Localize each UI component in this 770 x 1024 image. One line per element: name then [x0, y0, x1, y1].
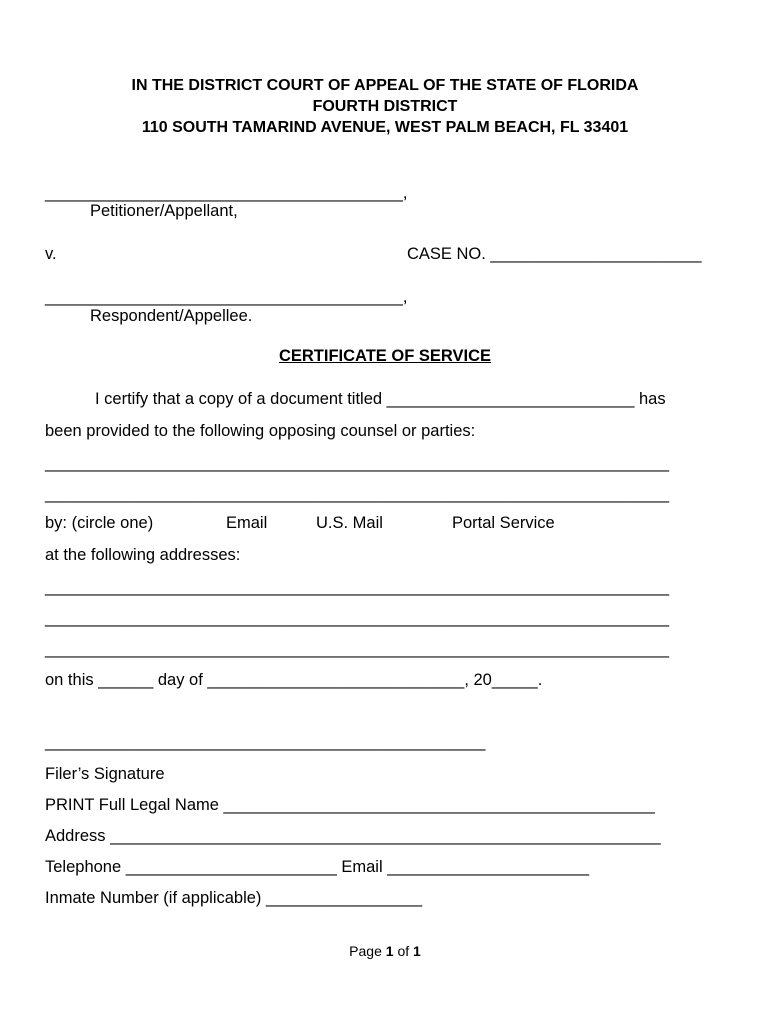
- counsel-line-2[interactable]: ____________________________________________________________________: [45, 485, 670, 503]
- service-option-portal[interactable]: Portal Service: [452, 514, 555, 532]
- filer-signature-label: Filer’s Signature: [45, 765, 165, 783]
- case-number-field[interactable]: CASE NO. _______________________: [407, 245, 702, 263]
- service-option-email[interactable]: Email: [226, 514, 268, 532]
- court-header-line-1: IN THE DISTRICT COURT OF APPEAL OF THE STATE OF FLORIDA: [131, 77, 639, 94]
- provided-statement: been provided to the following opposing counsel or parties:: [45, 422, 476, 440]
- signature-field[interactable]: ________________________________________________: [45, 733, 486, 751]
- versus-label: v.: [45, 245, 57, 263]
- respondent-label: Respondent/Appellee.: [90, 307, 253, 325]
- page-number: [0, 943, 770, 959]
- certify-statement[interactable]: I certify that a copy of a document titled ___________________________ has: [95, 390, 666, 408]
- inmate-number-field[interactable]: Inmate Number (if applicable) _________________: [45, 889, 423, 907]
- counsel-line-1[interactable]: ____________________________________________________________________: [45, 454, 670, 472]
- service-date-line[interactable]: on this ______ day of ____________________________, 20_____.: [45, 671, 543, 689]
- address-line-3[interactable]: ____________________________________________________________________: [45, 640, 670, 658]
- service-method-label: by: (circle one): [45, 514, 154, 532]
- address-field[interactable]: Address ____________________________________________________________: [45, 827, 661, 845]
- petitioner-label: Petitioner/Appellant,: [90, 202, 238, 220]
- court-header-line-2: FOURTH DISTRICT: [312, 98, 458, 115]
- court-header-line-3: 110 SOUTH TAMARIND AVENUE, WEST PALM BEACH, FL 33401: [141, 119, 629, 136]
- of-word: of: [397, 943, 410, 959]
- service-option-mail[interactable]: U.S. Mail: [316, 514, 383, 532]
- petitioner-name-field[interactable]: _______________________________________,: [45, 184, 408, 202]
- document-title: CERTIFICATE OF SERVICE: [278, 347, 492, 365]
- address-line-1[interactable]: ____________________________________________________________________: [45, 578, 670, 596]
- print-name-field[interactable]: PRINT Full Legal Name _______________________________________________: [45, 796, 655, 814]
- page-word: Page: [349, 943, 382, 959]
- respondent-name-field[interactable]: _______________________________________,: [45, 288, 408, 306]
- page-total: 1: [413, 943, 421, 959]
- page-current: 1: [385, 943, 394, 959]
- telephone-email-field[interactable]: Telephone _______________________ Email ______________________: [45, 858, 590, 876]
- addresses-label: at the following addresses:: [45, 546, 241, 564]
- address-line-2[interactable]: ____________________________________________________________________: [45, 609, 670, 627]
